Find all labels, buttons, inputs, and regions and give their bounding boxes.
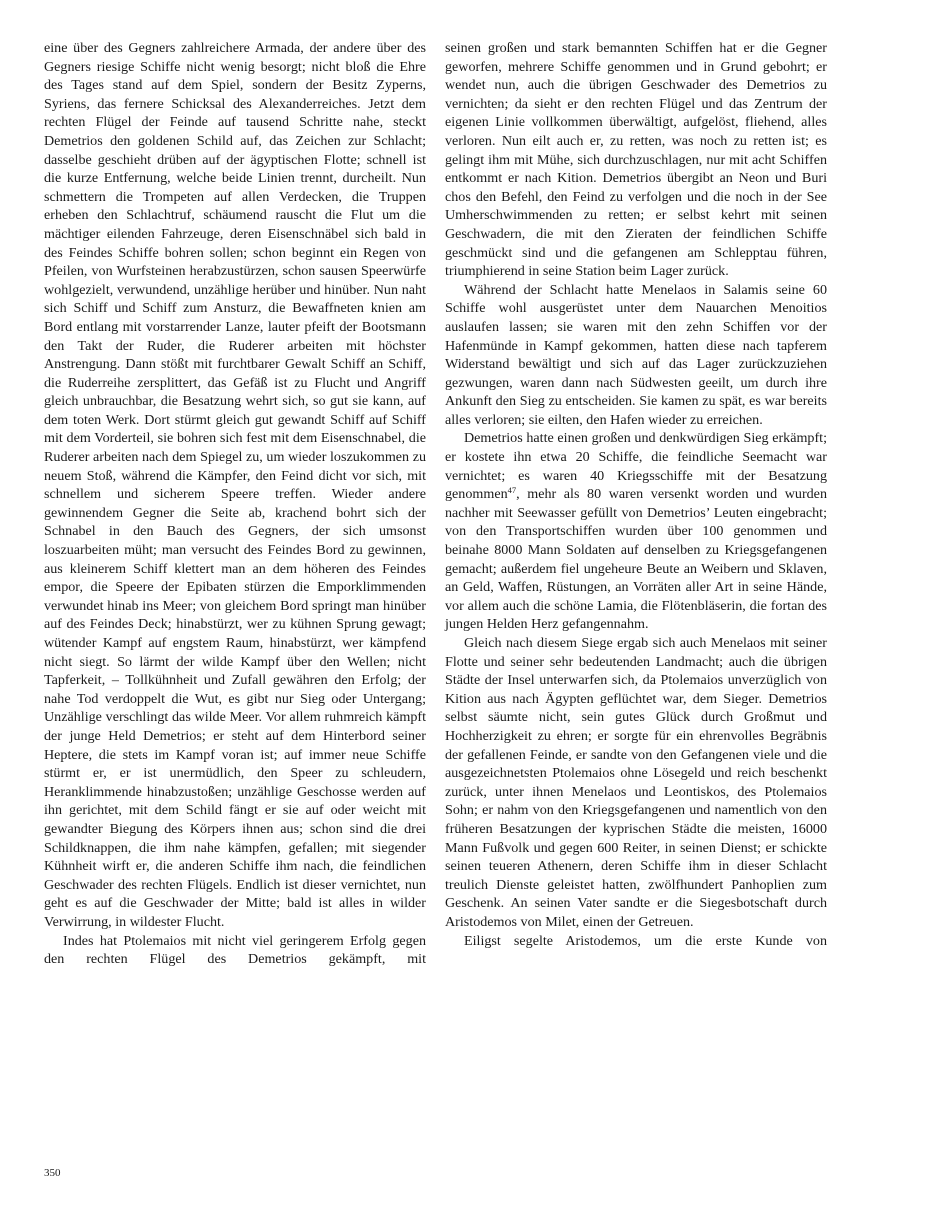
right-column [445,39,827,950]
paragraph: Eiligst segelte Aristodemos, um die erste Kunde von [464,932,827,949]
paragraph: Während der Schlacht hatte Menelaos in Salamis seine 60 Schiffe wohl ausgerüstet unter dem Nauarchen Menoitios auslaufen lassen; sie waren mit den zehn Schiffen vor der Hafenmünde in Kampf gekommen, hatten diese nach tapferem Widerstand bewältigt und sich auf das Lager zurückzuziehen gezwungen, waren dann nach Südwesten geeilt, um durch ihre Ankunft den Sieg zu entscheiden. Sie kamen zu spät, es war bereits alles verloren; sie eilten, den Hafen wieder zu erreichen. [445,281,827,428]
paragraph: Gleich nach diesem Siege ergab sich auch Menelaos mit seiner Flotte und seiner sehr bedeutenden Landmacht; auch die übrigen Städte der Insel unterwarfen sich, da Ptolemaios unverzüglich von Kition aus nach Ägypten geflüchtet war, dem Sieger. Demetrios selbst säumte nicht, sein gutes Glück durch Großmut und Hochherzigkeit zu ehren; er sorgte für ein ehrenvolles Begräbnis der gefallenen Feinde, er sandte von den Gefangenen viele und die ausgezeichnetsten Ptolemaios ohne Lösegeld und reich beschenkt zurück, unter ihnen Menelaos und Leontiskos, des Ptolemaios Sohn; er nahm von den Kriegsgefangenen und namentlich von den früheren Besatzungen der kyprischen Städte die meisten, 16000 Mann Fußvolk und gegen 600 Reiter, in seinen Dienst; er schickte seinen teueren Athenern, deren Schiffe ihm in dieser Schlacht treulich Dienste geleistet hatten, zwölfhundert Panhoplien zum Geschenk. An seinen Vater sandte er die Siegesbotschaft durch Aristodemos von Milet, einen der Getreuen. [445,635,827,930]
paragraph: seinen großen und stark bemannten Schiffen hat er die Gegner geworfen, mehrere Schiffe genommen und in Grund gebohrt; er wendet nun, auch die übrigen Geschwader des Demetrios zu vernichten; da sieht er den rechten Flügel und das Zentrum der eigenen Linie vollkommen überwältigt, aufgelöst, fliehend, alles verloren. Nun eilt auch er, zu retten, was noch zu retten ist; es gelingt ihm mit Mühe, sich durchzuschlagen, nur mit acht Schiffen entkommt er nach Kition. Demetrios übergibt an Neon und Buri chos den Befehl, den Feind zu verfolgen und die noch in der See Umherschwimmenden zu retten; er selbst kehrt mit seinen Geschwadern, die mit den Zieraten der feindlichen Schiffe geschmückt sind und die gefangenen am Schlepptau führen, triumphierend in seine Station beim Lager zurück. [445,40,827,280]
page-number: 350 [44,1167,61,1179]
paragraph-text: , mehr als 80 waren versenkt worden und wurden nachher mit Seewasser gefüllt von Demetrios’ Leuten eingebracht; von den Transportschiffen wurden über 100 genommen und beinahe 8000 Mann Soldaten auf denselben zu Kriegsgefangenen gemacht; außerdem fiel ungeheure Beute an Weibern und Sklaven, an Geld, Waffen, Rüstungen, an Vorräten aller Art in seine Hände, vor allem auch die schöne Lamia, die Flötenbläserin, die fortan des jungen Helden Herz gefangennahm. [445,486,827,633]
footnote-reference[interactable]: 47 [507,485,517,496]
paragraph-text: Demetrios hatte einen großen und denkwürdigen Sieg erkämpft; er kostete ihn etwa 20 Schiffe, die feindliche Seemacht war vernichtet; es waren 40 Kriegsschiffe mit der Besatzung genommen [445,430,827,503]
paragraph-with-footnote [445,429,827,634]
paragraph: Indes hat Ptolemaios mit nicht viel geringerem Erfolg gegen den rechten Flügel des Demetrios gekämpft, mit [44,932,426,968]
paragraph: eine über des Gegners zahlreichere Armada, der andere über des Gegners riesige Schiffe nicht wenig besorgt; nicht bloß die Ehre des Tages stand auf dem Spiel, sondern der Besitz Zyperns, Syriens, das fernere Schicksal des Alexanderreiches. Jetzt dem rechten Flügel der Feinde auf tausend Schritte nahe, steckt Demetrios den goldenen Schild auf, das Zeichen zur Schlacht; dasselbe geschieht drüben auf der ägyptischen Flotte; schnell ist die kurze Entfernung, welche beide Linien trennt, durcheilt. Nun schmettern die Trompeten auf allen Verdecken, die Truppen erheben den Schlachtruf, schäumend rauscht die Flut um die mächtiger eilenden Fahrzeuge, deren Eisenschnäbel sich bald in des Feindes Schiffe bohren sollen; schon beginnt ein Regen von Pfeilen, von Wurfsteinen herabzustürzen, schon sausen Speerwürfe wohlgezielt, verwundend, unzählige herüber und hinüber. Nun naht sich Schiff und Schiff zum Ansturz, die Bewaffneten knien am Bord entlang mit vorstarrender Lanze, lauter pfeift der Bootsmann den Takt der Ruder, die Ruderer arbeiten mit höchster Anstrengung. Dann stößt mit furchtbarer Gewalt Schiff an Schiff, die Ruderreihe zersplittert, das Gefäß ist zu Flucht und Angriff gleich unbrauchbar, die Besatzung wehrt sich, so gut sie kann, auf dem toten Werk. Dort stürmt gleich gut gewandt Schiff auf Schiff mit dem Vorderteil, sie bohren sich fest mit dem Eisenschnabel, die Ruderer arbeiten nach dem Spiegel zu, um wieder loszukommen zu neuem Stoß, während die Kämpfer, den Feind dicht vor sich, mit schnellem und sicherem Speere treffen. Wieder andere gewinnendem Gegner die Seite ab, krachend bohrt sich der Schnabel in den Bauch des Gegners, der sich umsonst loszuarbeiten müht; man versucht des Feindes Bord zu gewinnen, aus kleinerem Schiff klettert man an dem höheren des Feindes empor, die Speere der Epibaten stürzen die Emporklimmenden verwundet hinab ins Meer; von gleichem Bord springt man hinüber auf des Feindes Deck; hinabstürzt, wer zu kühnen Sprung gewagt; wütender Kampf auf engstem Raum, hinabstürzt, wer kämpfend nicht siegt. So lärmt der wilde Kampf über den Wellen; nicht Tapferkeit, – Tollkühnheit und Zufall gewähren den Erfolg; der nahe Tod verdoppelt die Wut, es gibt nur Sieg oder Untergang; Unzählige verschlingt das wilde Meer. Vor allem ruhmreich kämpft der junge Held Demetrios; er steht auf dem Hinterbord seiner Heptere, die stets im Kampf voran ist; auf immer neue Schiffe stürmt er, er ist unermüdlich, den Speer zu schleudern, Heranklimmende hinabzustoßen; unzählige Geschosse werden auf ihn gerichtet, mit dem Schild fängt er sie auf oder weicht mit gewandter Biegung des Körpers ihnen aus; schon sind die drei Schildknappen, die ihm nahe kämpfen, gefallen; mit siegender Kühnheit wirft er, die anderen Schiffe ihm nach, die feindlichen Geschwader des rechten Flügels. Endlich ist dieser vernichtet, nun geht es auf die Geschwader der Mitte; bald ist alles in wilder Verwirrung, in wildester Flucht. [44,40,426,930]
left-column [44,39,426,969]
